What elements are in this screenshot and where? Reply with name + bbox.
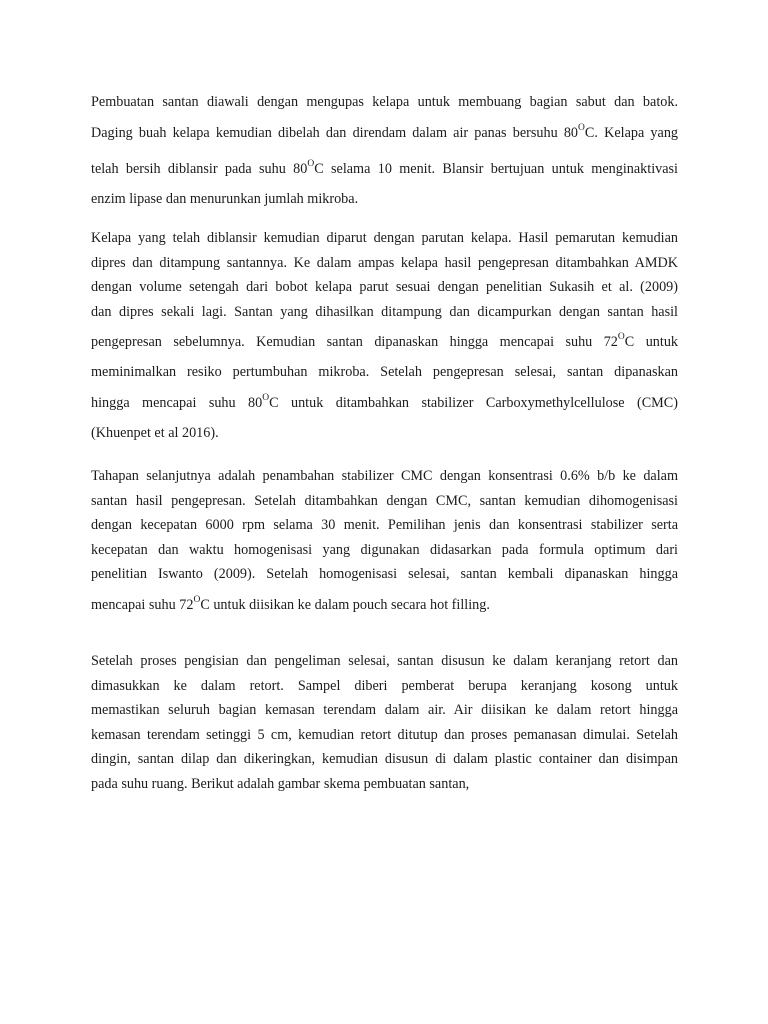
- paragraph-1: [91, 90, 678, 211]
- paragraph-line: memastikan seluruh bagian kemasan terendam dalam air. Air diisikan ke dalam retort hingga: [91, 702, 678, 718]
- paragraph-line: meminimalkan resiko pertumbuhan mikroba. Setelah pengepresan selesai, santan dipanaskan: [91, 364, 678, 380]
- paragraph-line: enzim lipase dan menurunkan jumlah mikroba.: [91, 190, 359, 207]
- paragraph-line: kemasan terendam setinggi 5 cm, kemudian retort ditutup dan proses pemanasan dimulai. Setelah: [91, 726, 678, 743]
- paragraph-4: [91, 649, 678, 796]
- paragraph-line: Pembuatan santan diawali dengan mengupas kelapa untuk membuang bagian sabut dan batok.: [91, 94, 678, 110]
- paragraph-line: dipres dan ditampung santannya. Ke dalam ampas kelapa hasil pengepresan ditambahkan AMDK: [91, 254, 678, 271]
- paragraph-line: pada suhu ruang. Berikut adalah gambar skema pembuatan santan,: [91, 775, 470, 792]
- paragraph-line: Daging buah kelapa kemudian dibelah dan direndam dalam air panas bersuhu $80^OC$. Kelapa yang: [91, 122, 679, 141]
- paragraph-line: Setelah proses pengisian dan pengeliman selesai, santan disusun ke dalam keranjang retort dan: [91, 653, 678, 669]
- paragraph-line: kecepatan dan waktu homogenisasi yang digunakan didasarkan pada formula optimum dari: [91, 541, 678, 558]
- paragraph-3: [91, 464, 678, 623]
- paragraph-line: hingga mencapai suhu $80^OC$ untuk ditambahkan stabilizer Carboxymethylcellulose (CMC): [91, 392, 678, 411]
- degree-superscript: O: [307, 158, 315, 169]
- paragraph-line: dan dipres sekali lagi. Santan yang dihasilkan ditampung dan dicampurkan dengan santan hasil: [91, 303, 678, 320]
- paragraph-line: (Khuenpet et al 2016).: [91, 424, 219, 441]
- degree-superscript: O: [262, 392, 270, 403]
- paragraph-line: dengan kecepatan 6000 rpm selama 30 menit. Pemilihan jenis dan konsentrasi stabilizer serta: [91, 517, 678, 533]
- paragraph-line: dingin, santan dilap dan dikeringkan, kemudian disusun di dalam plastic container dan disimpan: [91, 751, 678, 767]
- paragraph-line: pengepresan sebelumnya. Kemudian santan dipanaskan hingga mencapai suhu $72^OC$ untuk: [91, 332, 679, 350]
- paragraph-line: penelitian Iswanto (2009). Setelah homogenisasi selesai, santan kembali dipanaskan hingga: [91, 566, 678, 582]
- paragraph-line: telah bersih diblansir pada suhu $80^OC$ selama 10 menit. Blansir bertujuan untuk menginaktivasi: [91, 158, 678, 177]
- paragraph-line: dengan volume setengah dari bobot kelapa parut sesuai dengan penelitian Sukasih et al. (2009): [91, 279, 678, 295]
- paragraph-line: Kelapa yang telah diblansir kemudian diparut dengan parutan kelapa. Hasil pemarutan kemudian: [91, 230, 678, 246]
- degree-superscript: O: [617, 332, 625, 342]
- paragraph-line: dimasukkan ke dalam retort. Sampel diberi pemberat berupa keranjang kosong untuk: [91, 677, 678, 694]
- paragraph-line: santan hasil pengepresan. Setelah ditambahkan dengan CMC, santan kemudian dihomogenisasi: [91, 492, 678, 509]
- paragraph-line: Tahapan selanjutnya adalah penambahan stabilizer CMC dengan konsentrasi 0.6% b/b ke dalam: [91, 468, 678, 484]
- paragraph-2: [91, 226, 678, 445]
- degree-superscript: O: [578, 122, 585, 133]
- paragraph-line: mencapai suhu $72^OC$ untuk diisikan ke dalam pouch secara hot filling.: [91, 594, 490, 613]
- degree-superscript: O: [193, 594, 201, 605]
